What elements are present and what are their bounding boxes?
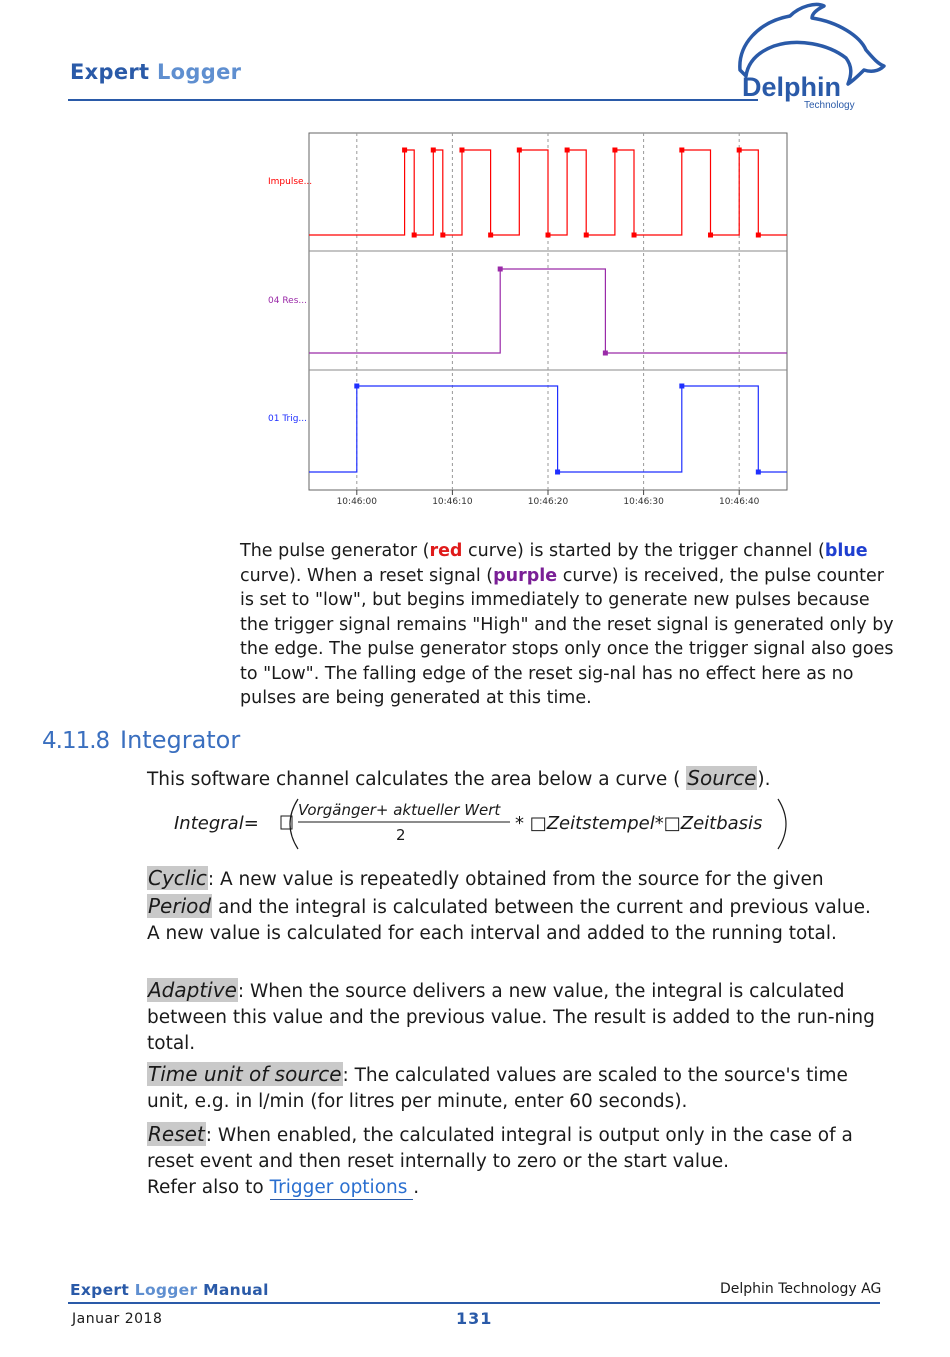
term-period: Period	[148, 894, 212, 918]
logo-text: Delphin	[742, 72, 841, 102]
text-span: : When enabled, the calculated integral is output only in the case of a reset event and then reset internally to zero or the start value.	[147, 1125, 853, 1172]
time-tick-label: 10:46:10	[432, 497, 473, 507]
time-tick-label: 10:46:30	[623, 497, 664, 507]
term-cyclic: Cyclic	[148, 866, 207, 890]
text-span: : A new value is repeatedly obtained from the source for the given	[207, 869, 824, 890]
series-point	[603, 351, 608, 356]
term-time-unit: Time unit of source	[148, 1062, 342, 1086]
series-point	[402, 148, 407, 153]
series-point	[440, 233, 445, 238]
series-point	[459, 148, 464, 153]
text-span: : The calculated values are scaled to the source's time unit, e.g. in l/min (for litres per minute, enter 60 seconds).	[147, 1065, 848, 1112]
footer-date: Januar 2018	[72, 1311, 163, 1327]
refer-line	[147, 1175, 887, 1201]
channel-label: 01 Trig...	[268, 414, 307, 424]
definition-reset	[147, 1121, 887, 1175]
series-point	[708, 233, 713, 238]
integral-formula	[174, 797, 794, 851]
page-number: 131	[456, 1309, 493, 1328]
intro-text	[147, 766, 887, 793]
term-adaptive: Adaptive	[148, 978, 237, 1002]
text-span: curve) is started by the trigger channel (	[462, 541, 825, 561]
series-point	[679, 148, 684, 153]
text-span: and the integral is calculated between the current and previous value. A new value is calculated for each interval and added to the running total.	[147, 897, 871, 944]
series-point	[632, 233, 637, 238]
channel-label: Impulse...	[268, 177, 313, 187]
section-number: 4.11.8	[42, 728, 110, 754]
header-title-word1: Expert	[70, 60, 150, 84]
text-span: curve) is received, the pulse counter is set to "low", but begins immediately to generate new pulses because the trigger signal remains "High" and the reset signal is generated only by the edge. The pulse generator stops only once the trigger signal also goes to "Low". The falling edge of the reset sig-nal has no effect here as no pulses are being generated at this time.	[240, 565, 894, 708]
series-point	[498, 267, 503, 272]
series-point	[517, 148, 522, 153]
trigger-options-link[interactable]: Trigger options	[269, 1177, 414, 1198]
series-point	[737, 148, 742, 153]
text-span: curve). When a reset signal (	[240, 565, 494, 586]
delphin-logo	[728, 0, 888, 112]
purple-keyword: purple	[493, 565, 558, 586]
channel-label: 04 Res...	[268, 296, 307, 306]
footer-title	[70, 1281, 269, 1299]
term-reset: Reset	[148, 1122, 205, 1146]
text-span: This software channel calculates the area below a curve (	[147, 769, 687, 790]
time-tick-label: 10:46:20	[527, 497, 569, 507]
time-tick-label: 10:46:00	[336, 497, 378, 507]
series-point	[412, 233, 417, 238]
definition-adaptive	[147, 977, 887, 1057]
definition-time-unit	[147, 1061, 887, 1115]
text-span: Refer also to	[147, 1177, 270, 1198]
series-point	[679, 384, 684, 389]
time-tick-label: 10:46:40	[718, 497, 760, 507]
right-paren-icon	[778, 799, 786, 849]
footer-company: Delphin Technology AG	[720, 1281, 882, 1297]
series-point	[354, 384, 359, 389]
footer-rule	[68, 1302, 880, 1304]
series-point	[488, 233, 493, 238]
text-span: : When the source delivers a new value, the integral is calculated between this value and the previous value. The result is added to the run-ning total.	[147, 981, 875, 1054]
signal-chart	[250, 125, 795, 515]
header-title	[70, 60, 241, 84]
left-paren-icon	[290, 799, 298, 849]
pulse-description	[240, 539, 900, 711]
formula-rhs: * □Zeitstempel*□Zeitbasis	[515, 813, 763, 834]
series-point	[756, 233, 761, 238]
series-point	[546, 233, 551, 238]
series-point	[565, 148, 570, 153]
definition-cyclic	[147, 865, 887, 947]
series-point	[431, 148, 436, 153]
text-span: The pulse generator (	[240, 541, 430, 561]
footer-word1: Expert	[70, 1281, 130, 1299]
header-title-word2: Logger	[157, 60, 242, 84]
series-point	[555, 470, 560, 475]
footer-word3: Manual	[203, 1281, 269, 1299]
footer-word2: Logger	[134, 1281, 198, 1299]
text-span: ).	[757, 769, 771, 790]
red-keyword: red	[429, 541, 463, 561]
formula-denominator: 2	[396, 826, 406, 844]
blue-keyword: blue	[824, 541, 868, 561]
text-span: .	[413, 1177, 420, 1198]
formula-lhs: Integral=	[174, 813, 259, 834]
series-point	[584, 233, 589, 238]
series-point	[612, 148, 617, 153]
source-tag: Source	[687, 766, 757, 790]
series-point	[756, 470, 761, 475]
header-rule	[68, 99, 758, 101]
section-title: Integrator	[120, 726, 241, 754]
formula-numerator: Vorgänger+ aktueller Wert	[298, 801, 501, 819]
logo-subtext: Technology	[804, 100, 855, 111]
